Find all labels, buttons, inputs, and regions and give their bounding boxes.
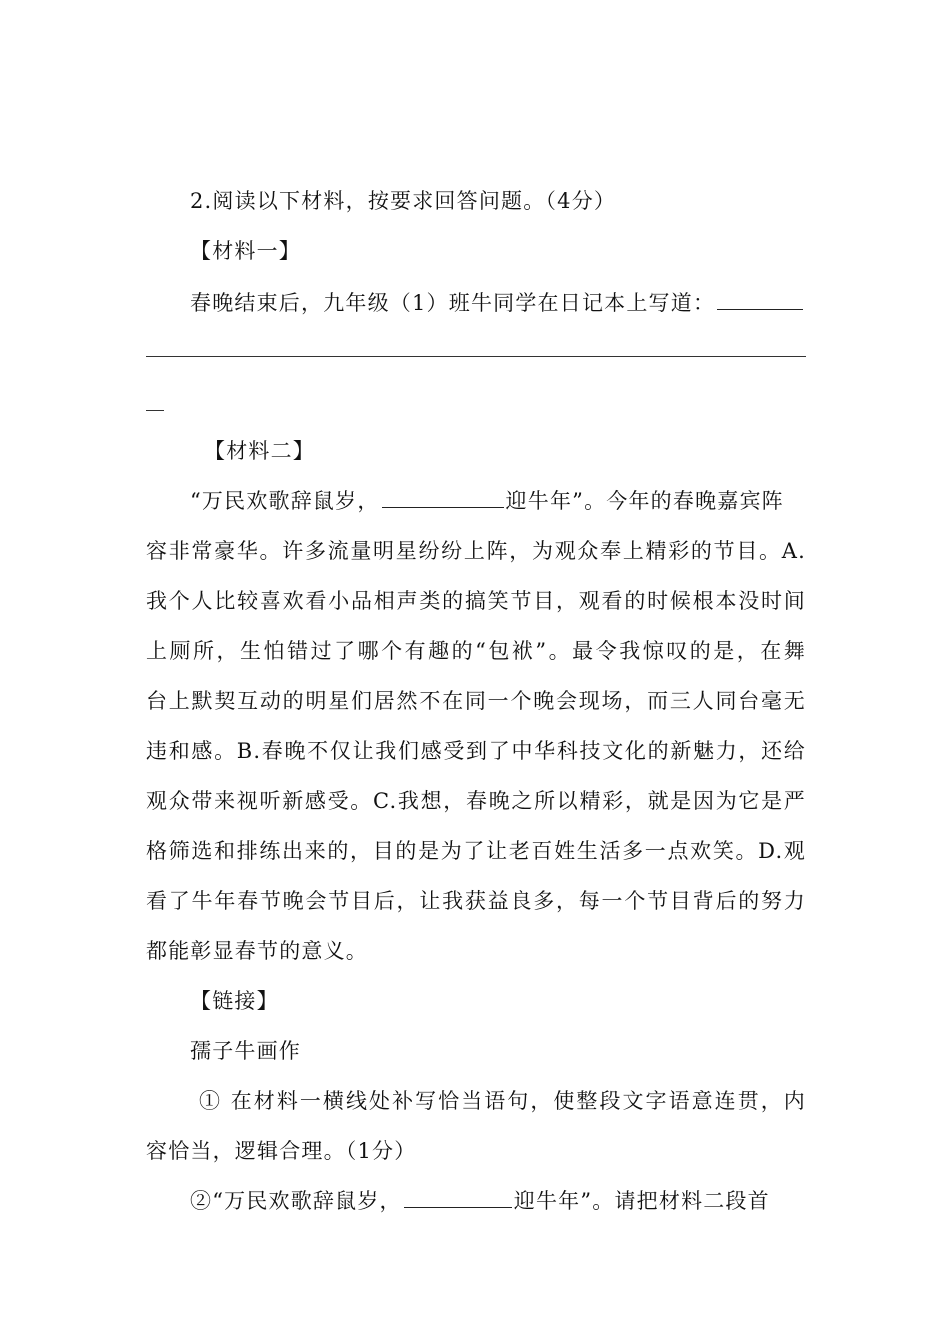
- material1-heading: 【材料一】: [190, 239, 301, 263]
- material2-heading: 【材料二】: [204, 439, 315, 463]
- quote-close: 迎牛年”。今年的春晚嘉宾阵: [505, 489, 784, 513]
- q2-blank[interactable]: [404, 1189, 512, 1208]
- material1-text: 春晚结束后，九年级（1）班牛同学在日记本上写道：: [190, 291, 716, 315]
- material2-line: 容非常豪华。许多流量明星纷纷上阵，为观众奉上精彩的节目。A.: [146, 539, 806, 563]
- answer-blank-line[interactable]: [146, 356, 806, 357]
- image-caption: 孺子牛画作: [190, 1039, 301, 1063]
- material2-line: 我个人比较喜欢看小品相声类的搞笑节目，观看的时候根本没时间: [146, 589, 806, 613]
- material2-line: 观众带来视听新感受。C.我想，春晚之所以精彩，就是因为它是严: [146, 789, 806, 813]
- q2-close: 迎牛年”。请把材料二段首: [513, 1189, 770, 1213]
- sub-question-1-line1: ① 在材料一横线处补写恰当语句，使整段文字语意连贯，内: [199, 1089, 806, 1113]
- answer-blank-tail[interactable]: [146, 410, 164, 411]
- material2-line: 都能彰显春节的意义。: [146, 939, 368, 963]
- material2-line: 格筛选和排练出来的，目的是为了让老百姓生活多一点欢笑。D.观: [146, 839, 806, 863]
- material2-line: 看了牛年春节晚会节目后，让我获益良多，每一个节目背后的努力: [146, 889, 806, 913]
- material2-line: 违和感。B.春晚不仅让我们感受到了中华科技文化的新魅力，还给: [146, 739, 806, 763]
- question-title: 2.阅读以下材料，按要求回答问题。（4分）: [190, 189, 617, 213]
- sub-question-2-line1: [190, 1186, 806, 1216]
- material2-line: 台上默契互动的明星们居然不在同一个晚会现场，而三人同台毫无: [146, 689, 806, 713]
- quote-open: “万民欢歌辞鼠岁，: [190, 489, 380, 513]
- sub-question-1-line2: 容恰当，逻辑合理。（1分）: [146, 1139, 417, 1163]
- material1-line1: [190, 288, 806, 318]
- quote-blank[interactable]: [382, 489, 504, 508]
- answer-blank[interactable]: [717, 291, 803, 310]
- material2-first-line: [190, 486, 806, 516]
- q2-open: ②“万民欢歌辞鼠岁，: [190, 1189, 402, 1213]
- link-heading: 【链接】: [190, 989, 279, 1013]
- material2-line: 上厕所，生怕错过了哪个有趣的“包袱”。最令我惊叹的是，在舞: [146, 639, 806, 663]
